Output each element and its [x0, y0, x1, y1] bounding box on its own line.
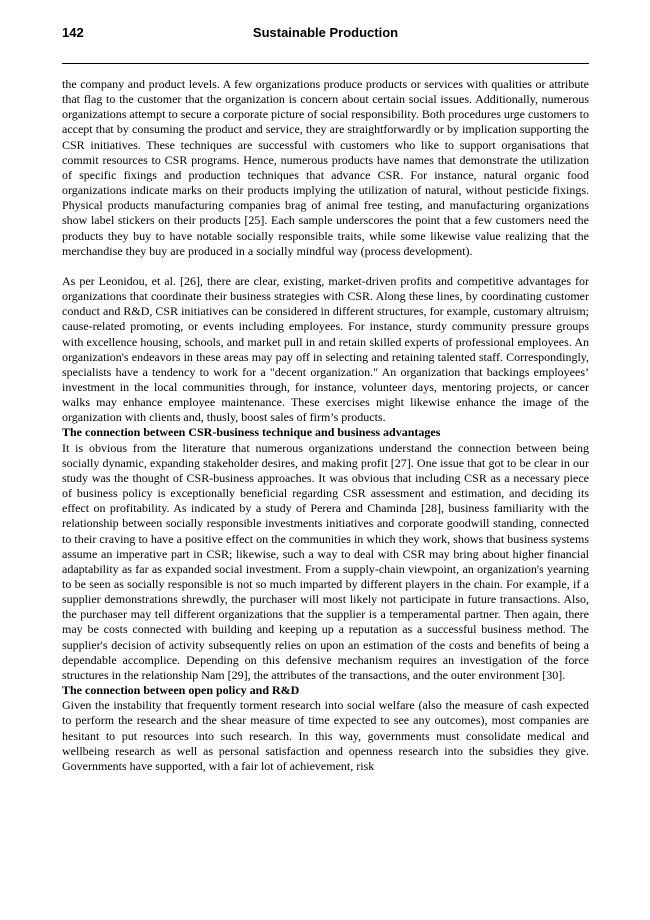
paragraph: It is obvious from the literature that numerous organizations understand the connection between being socially dynamic, expanding stakeholder desires, and making profit [27]. One issue that got to be clear in our study was the thought of CSR-business approaches. It was obvious that including CSR as a necessary piece of business policy is exceptionally beneficial regarding CSR assessment and estimation, and deciding its effect on profitability. As indicated by a study of Perera and Chaminda [28], business familiarity with the relationship between socially responsible investments initiatives and corporate goodwill standing, connected to their craving to have a positive effect on the communities in which they work, shows that business systems assume an imperative part in CSR; likewise, such a way to deal with CSR may bring about higher financial adaptability as far as expanded social investment. From a supply-chain viewpoint, an organization's yearning to be seen as socially responsible is not so much imparted by different players in the chain. For example, if a supplier demonstrations shrewdly, the purchaser will most likely not participate in future transactions. Also, the purchaser may tell different organizations that the supplier is a temperamental partner. Then again, there may be costs connected with building and keeping up a reputation as a successful business method. The supplier's decision of activity subsequently relies on upon an estimation of the costs and benefits of being a dependable accomplice. Depending on this defensive mechanism requires an investigation of the force structures in the relationship Nam [29], the attributes of the transactions, and the outer environment [30]. [62, 440, 589, 682]
page-number: 142 [62, 25, 84, 40]
header-rule [62, 63, 589, 64]
page-header [62, 25, 589, 45]
body-text [62, 77, 589, 774]
paragraph: As per Leonidou, et al. [26], there are clear, existing, market-driven profits and competitive advantages for organizations that coordinate their business strategies with CSR. Along these lines, by coordinating customer conduct and R&D, CSR initiatives can be considered in different structures, for example, customary altruism; cause-related promoting, or events including employees. For instance, sturdy community pressure groups with excellence housing, schools, and market pull in and retain skilled experts of professional employees. An organization's endeavors in these areas may pay off in selecting and retaining talented staff. Correspondingly, specialists have a tendency to work for a "decent organization." An organization that backings employees’ investment in the local communities through, for instance, volunteer days, mentoring projects, or cancer walks may enhance employee maintenance. These exercises might likewise enhance the image of the organization with clients and, thusly, boost sales of firm’s products. [62, 273, 589, 425]
paragraph: Given the instability that frequently torment research into social welfare (also the measure of cash expected to perform the research and the shear measure of time expected to see any outcomes), most companies are hesitant to put resources into such research. In this way, governments must consolidate medical and wellbeing research as well as personal satisfaction and openness research into the subsidies they give. Governments have supported, with a fair lot of achievement, risk [62, 698, 589, 773]
section-heading: The connection between open policy and R&D [62, 683, 300, 698]
paragraph: the company and product levels. A few organizations produce products or services with qualities or attribute that flag to the customer that the organization is concern about certain social issues. Additionally, numerous organizations attempt to secure a corporate picture of social responsibility. Both procedures urge customers to accept that by consuming the product and service, they are straightforwardly or by implication supporting the CSR initiatives. These techniques are successful with customers who like to support organisations that commit resources to CSR programs. Hence, numerous products have names that demonstrate the utilization of specific fixings and production techniques that advance CSR. For instance, natural organic food organizations indicate marks on their products implying the utilization of natural, without pesticide fixings. Physical products manufacturing companies brag of animal free testing, and manufacturing organizations show label stickers on their products [25]. Each sample underscores the point that a few customers need the products they buy to have notable socially responsible traits, while some likewise value realizing that the merchandise they buy are produced in a socially mindful way (process development). [62, 77, 589, 258]
section-heading: The connection between CSR-business technique and business advantages [62, 425, 441, 440]
running-title: Sustainable Production [252, 25, 399, 40]
